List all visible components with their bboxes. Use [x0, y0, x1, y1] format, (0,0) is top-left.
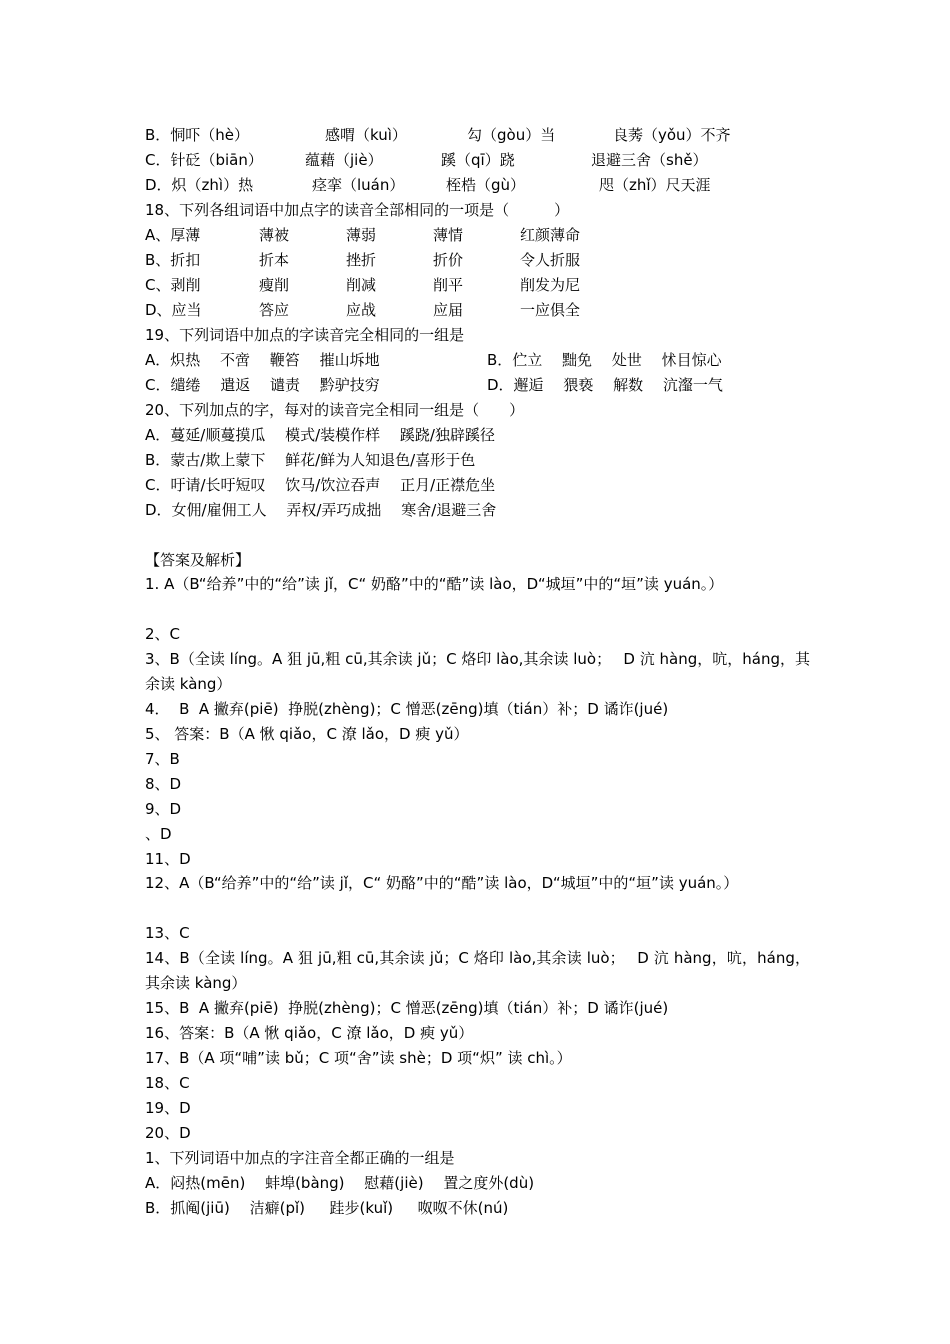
q18-c-w4: 削平 — [433, 276, 464, 294]
answer-14: 14、B（全读 líng。A 狙 jū,粗 cū,其余读 jǔ；C 烙印 lào,其余读 luò； D 沆 hàng，吭，háng，其余读 kàng） — [145, 949, 810, 992]
answer-17: 17、B（A 项“哺”读 bǔ；C 项“舍”读 shè；D 项“炽” 读 chì。） — [145, 1049, 572, 1067]
q17-c-word-4: 退避三舍（shě） — [591, 151, 708, 169]
answer-5: 5、 答案：B（A 愀 qiǎo，C 潦 lǎo，D 瘐 yǔ） — [145, 725, 469, 743]
answer-20: 20、D — [145, 1124, 191, 1142]
answer-11: 11、D — [145, 850, 191, 868]
answer-13: 13、C — [145, 924, 190, 942]
q18-option-b — [145, 248, 581, 272]
q17-option-c — [145, 148, 708, 172]
q18-b-w5: 令人折服 — [520, 251, 581, 269]
q17-d-word-3: 桎梏（gù） — [446, 176, 526, 194]
q17-d-word-1: D．炽（zhì）热 — [145, 176, 254, 194]
q17-b-word-2: 感喟（kuì） — [325, 126, 407, 144]
q18-b-w4: 折价 — [433, 251, 464, 269]
q18-c-w5: 削发为尼 — [520, 276, 581, 294]
q17-c-word-2: 蕴藉（jiè） — [305, 151, 383, 169]
answers-heading: 【答案及解析】 — [145, 551, 251, 569]
q18-option-a — [145, 223, 581, 247]
q20-option-b: B．蒙古/欺上蒙下 鲜花/鲜为人知退色/喜形于色 — [145, 451, 476, 469]
q18-b-w3: 挫折 — [346, 251, 377, 269]
answer-18: 18、C — [145, 1074, 190, 1092]
q18-d-w4: 应届 — [433, 301, 464, 319]
q18-a-w2: 薄被 — [259, 226, 290, 244]
q20-title: 20、下列加点的字，每对的读音完全相同一组是（ ） — [145, 401, 525, 419]
q19-option-d: D．邂逅 猥亵 解数 沆瀣一气 — [487, 376, 723, 394]
q18-a-w1: A、厚薄 — [145, 226, 201, 244]
answer-12: 12、A（B“给养”中的“给”读 jǐ，C“ 奶酪”中的“酷”读 lào，D“城垣”中的“垣”读 yuán。） — [145, 874, 739, 892]
tail-q1-option-a: A．闷热(mēn) 蚌埠(bàng) 慰藉(jiè) 置之度外(dù) — [145, 1174, 535, 1192]
answer-7: 7、B — [145, 750, 180, 768]
answer-9: 9、D — [145, 800, 182, 818]
answer-15: 15、B A 撇弃(piē) 挣脱(zhèng)；C 憎恶(zēng)填（tián）补；D 谲诈(jué) — [145, 999, 669, 1017]
answer-2: 2、C — [145, 625, 181, 643]
q18-a-w3: 薄弱 — [346, 226, 377, 244]
q18-b-w2: 折本 — [259, 251, 290, 269]
q19-row-1 — [145, 348, 722, 372]
answer-1: 1. A（B“给养”中的“给”读 jǐ，C“ 奶酪”中的“酷”读 lào，D“城垣”中的“垣”读 yuán。） — [145, 575, 724, 593]
answer-4: 4． B A 撇弃(piē) 挣脱(zhèng)；C 憎恶(zēng)填（tián）补；D 谲诈(jué) — [145, 700, 669, 718]
q19-title: 19、下列词语中加点的字读音完全相同的一组是 — [145, 326, 465, 344]
q19-option-b: B．伫立 黜免 处世 怵目惊心 — [487, 351, 722, 369]
tail-q1-title: 1、下列词语中加点的字注音全都正确的一组是 — [145, 1149, 455, 1167]
q17-b-word-1: B．恫吓（hè） — [145, 126, 250, 144]
q18-d-w5: 一应俱全 — [520, 301, 581, 319]
q18-c-w1: C、剥削 — [145, 276, 201, 294]
q18-c-w3: 削减 — [346, 276, 377, 294]
answer-10: 、D — [145, 825, 172, 843]
q18-d-w2: 答应 — [259, 301, 290, 319]
q20-option-c: C．吁请/长吁短叹 饮马/饮泣吞声 正月/正襟危坐 — [145, 476, 496, 494]
q17-b-word-4: 良莠（yǒu）不齐 — [613, 126, 731, 144]
q17-d-word-4: 咫（zhǐ）尺天涯 — [599, 176, 711, 194]
q17-c-word-3: 蹊（qī）跷 — [441, 151, 515, 169]
q19-option-a: A．炽热 不啻 鞭笞 摧山坼地 — [145, 351, 380, 369]
answer-16: 16、答案：B（A 愀 qiǎo，C 潦 lǎo，D 瘐 yǔ） — [145, 1024, 474, 1042]
answer-3: 3、B（全读 líng。A 狙 jū,粗 cū,其余读 jǔ；C 烙印 lào,其余读 luò； D 沆 hàng，吭，háng，其余读 kàng） — [145, 650, 810, 693]
q20-option-a: A．蔓延/顺蔓摸瓜 模式/装模作样 蹊跷/独辟蹊径 — [145, 426, 495, 444]
q17-option-b — [145, 123, 731, 147]
answer-19: 19、D — [145, 1099, 191, 1117]
q19-option-c: C．缱绻 遣返 谴责 黔驴技穷 — [145, 376, 380, 394]
q18-option-d — [145, 298, 581, 322]
q17-option-d — [145, 173, 711, 197]
q17-d-word-2: 痉挛（luán） — [312, 176, 405, 194]
tail-q1-option-b: B．抓阄(jiū) 洁癖(pǐ) 跬步(kuǐ) 呶呶不休(nú) — [145, 1199, 509, 1217]
q18-c-w2: 瘦削 — [259, 276, 290, 294]
q18-a-w5: 红颜薄命 — [520, 226, 581, 244]
q20-option-d: D．女佣/雇佣工人 弄权/弄巧成拙 寒舍/退避三舍 — [145, 501, 497, 519]
q18-a-w4: 薄情 — [433, 226, 464, 244]
q18-b-w1: B、折扣 — [145, 251, 201, 269]
q17-c-word-1: C．针砭（biān） — [145, 151, 263, 169]
answer-8: 8、D — [145, 775, 182, 793]
q18-title: 18、下列各组词语中加点字的读音全部相同的一项是（ ） — [145, 201, 570, 219]
q17-b-word-3: 勾（gòu）当 — [467, 126, 556, 144]
q18-option-c — [145, 273, 581, 297]
q18-d-w1: D、应当 — [145, 301, 202, 319]
q19-row-2 — [145, 373, 723, 397]
q18-d-w3: 应战 — [346, 301, 377, 319]
